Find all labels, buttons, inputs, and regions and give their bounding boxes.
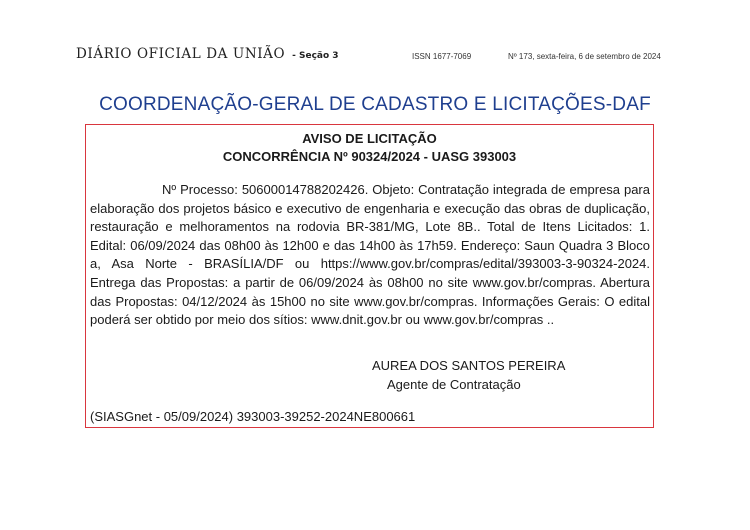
signer-role: Agente de Contratação: [387, 377, 521, 392]
masthead-title: DIÁRIO OFICIAL DA UNIÃO: [76, 46, 286, 62]
signer-name: AUREA DOS SANTOS PEREIRA: [372, 358, 566, 373]
masthead: [76, 46, 339, 62]
org-title: COORDENAÇÃO-GERAL DE CADASTRO E LICITAÇÕES-DAF: [99, 94, 651, 115]
section-label: - Seção 3: [292, 51, 339, 61]
page-header: [76, 46, 676, 68]
notice-subtitle: CONCORRÊNCIA Nº 90324/2024 - UASG 393003: [222, 149, 517, 164]
edition-date: Nº 173, sexta-feira, 6 de setembro de 2024: [508, 52, 661, 61]
notice-box: [85, 124, 654, 428]
notice-body: Nº Processo: 50600014788202426. Objeto: Contratação integrada de empresa para elaboração dos projetos básico e executivo de engenharia e execução das obras de duplicação, restauração e melhoramentos na rodovia BR-381/MG, Lote 8B.. Total de Itens Licitados: 1. Edital: 06/09/2024 das 08h00 às 12h00 e das 14h00 às 17h59. Endereço: Saun Quadra 3 Bloco a, Asa Norte - BRASÍLIA/DF ou https://www.gov.br/compras/edital/393003-3-90324-2024. Entrega das Propostas: a partir de 06/09/2024 às 08h00 no site www.gov.br/compras. Abertura das Propostas: 04/12/2024 às 15h00 no site www.gov.br/compras. Informações Gerais: O edital poderá ser obtido por meio dos sítios: www.dnit.gov.br ou www.gov.br/compras ..: [90, 182, 650, 328]
issn-number: ISSN 1677-7069: [412, 52, 472, 61]
notice-title: AVISO DE LICITAÇÃO: [302, 131, 437, 146]
footer-reference: (SIASGnet - 05/09/2024) 393003-39252-2024NE800661: [90, 409, 416, 424]
